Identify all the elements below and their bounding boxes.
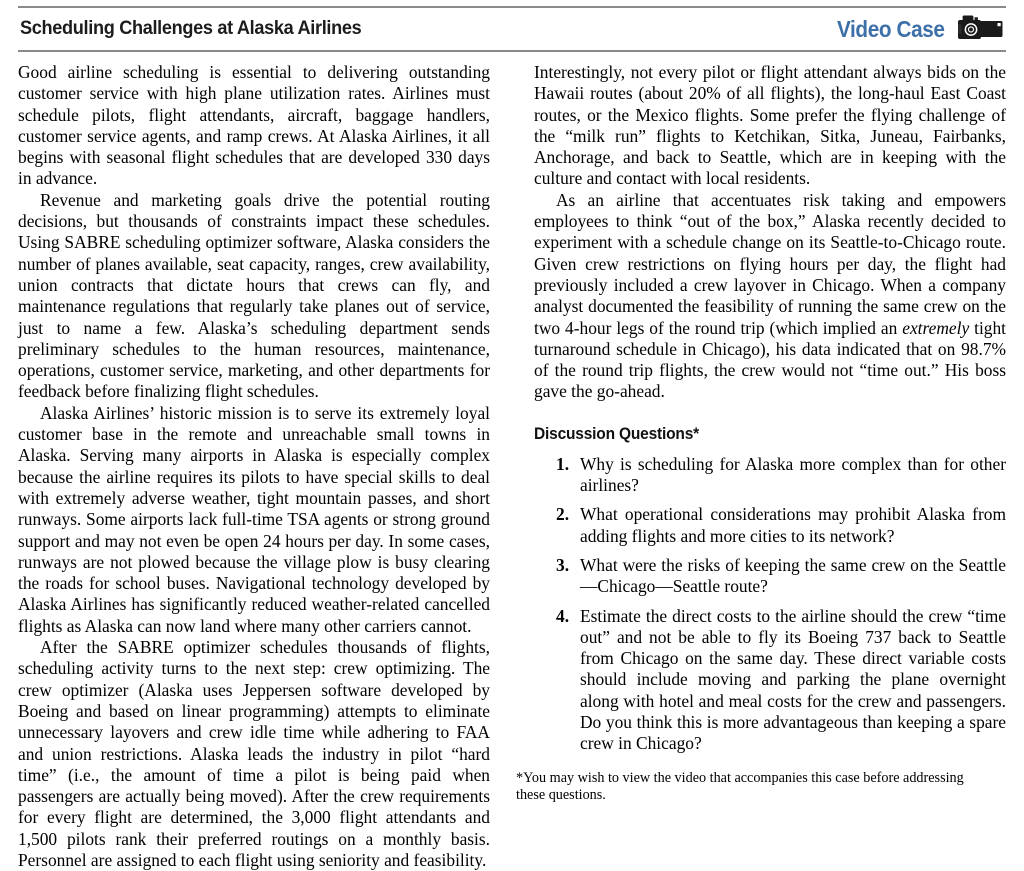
list-item-text: Why is scheduling for Alaska more complex than for other airlines? [580, 453, 1006, 496]
paragraph: After the SABRE optimizer schedules thousands of flights, scheduling activity turns to the next step: crew optimizing. The crew optimizer (Alaska uses Jeppersen software developed by Boeing and based on linear programming) attempts to eliminate unnecessary layovers and crew idle time while adhering to FAA and union restrictions. Alaska leads the industry in pilot “hard time” (i.e., the amount of time a pilot is being paid when passengers are actually being moved). After the crew requirements for every flight are determined, the 3,000 flight attendants and 1,500 pilots rank their preferred routings on a monthly basis. Personnel are assigned to each flight using seniority and feasibility. [18, 637, 490, 870]
list-item-number: 1. [556, 453, 570, 474]
paragraph: Revenue and marketing goals drive the potential routing decisions, but thousands of constraints impact these schedules. Using SABRE scheduling optimizer software, Alaska considers the number of planes available, seat capacity, ranges, crew availability, union contracts that dictate hours that crews can fly, and maintenance regulations that regularly take planes out of service, just to name a few. Alaska’s scheduling department sends preliminary schedules to the human resources, maintenance, operations, customer service, marketing, and other departments for feedback before finalizing flight schedules. [18, 189, 490, 402]
list-item-text: Estimate the direct costs to the airline should the crew “time out” and not be able to fly its Boeing 737 back to Seattle from Chicago on the same day. These direct variable costs should include moving and parking the plane overnight along with hotel and meal costs for the crew and passengers. Do you think this is more advantageous than keeping a spare crew in Chicago? [580, 605, 1006, 754]
list-item-text: What operational considerations may prohibit Alaska from adding flights and more cities to its network? [580, 504, 1006, 546]
discussion-questions-list [534, 454, 1006, 755]
list-item [534, 454, 1006, 497]
list-item-number: 2. [556, 504, 570, 525]
paragraph-lead: As an airline that accentuates risk taking and empowers employees to think “out of the box,” Alaska recently decided to experiment with a schedule change on its Seattle-to-Chicago route. Given crew restrictions on flying hours per day, the flight had previously included a crew layover in Chicago. When a company analyst documented the feasibility of running the same crew on the two 4-hour legs of the round trip (which implied an [534, 189, 1006, 338]
page-title: Scheduling Challenges at Alaska Airlines [20, 17, 362, 39]
italic-emphasis: extremely [902, 317, 970, 338]
paragraph: Good airline scheduling is essential to delivering outstanding customer service with high plane utilization rates. Airlines must schedule pilots, flight attendants, aircraft, baggage handlers, customer service agents, and ramp crews. At Alaska Airlines, it all begins with seasonal flight schedules that are developed 330 days in advance. [18, 62, 490, 189]
discussion-questions-heading: Discussion Questions* [534, 424, 699, 443]
paragraph: Interestingly, not every pilot or flight attendant always bids on the Hawaii routes (about 20% of all flights), the long-haul East Coast routes, or the Mexico flights. Some prefer the flying challenge of the “milk run” flights to Ketchikan, Sitka, Juneau, Fairbanks, Anchorage, and back to Seattle, which are in keeping with the culture and contact with local residents. [534, 62, 1006, 189]
list-item [534, 555, 1006, 598]
video-case-label: Video Case [837, 15, 945, 42]
list-item-number: 3. [556, 554, 570, 575]
header-rule-top [18, 6, 1006, 8]
footnote: *You may wish to view the video that accompanies this case before addressing these questions. [516, 770, 964, 803]
right-column [534, 62, 1006, 812]
paragraph: Alaska Airlines’ historic mission is to serve its extremely loyal customer base in the remote and unreachable small towns in Alaska. Serving many airports in Alaska is especially complex because the airline requires its pilots to have special skills to deal with extremely adverse weather, tight mountain passes, and short runways. Some airports lack full-time TSA agents or strong ground support and may not even be open 24 hours per day. In some cases, runways are not plowed because the village plow is busy clearing the roads for school buses. Navigational technology developed by Alaska Airlines has significantly reduced weather-related cancelled flights as Alaska can now land where many other carriers cannot. [18, 402, 490, 636]
list-item-number: 4. [556, 605, 570, 626]
article-columns [18, 62, 1007, 870]
video-camera-icon [954, 12, 1006, 46]
paragraph-with-italic [534, 190, 1006, 403]
paragraph-tail: tight turnaround schedule in Chicago), his data indicated that on 98.7% of the round trip flights, the crew would not “time out.” His boss gave the go-ahead. [534, 317, 1007, 402]
list-item [534, 504, 1006, 547]
list-item-text: What were the risks of keeping the same crew on the Seattle—Chicago—Seattle route? [580, 554, 1006, 597]
header-rule-bottom [18, 50, 1006, 52]
page-header [18, 6, 1006, 52]
left-column [18, 62, 490, 870]
video-case-group [825, 12, 1006, 46]
list-item [534, 606, 1006, 755]
